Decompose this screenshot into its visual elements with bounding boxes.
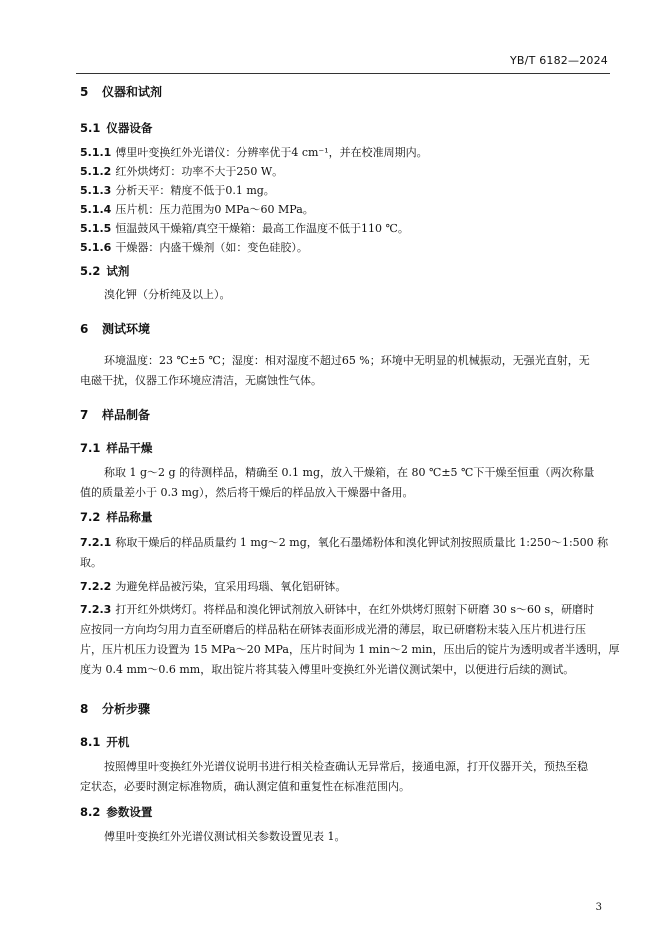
item-text: 恒温鼓风干燥箱/真空干燥箱：最高工作温度不低于110 ℃。 [115, 222, 409, 235]
section-7-heading [80, 406, 150, 423]
item-number: 7.2.3 [80, 603, 112, 616]
subsection-title: 仪器设备 [106, 121, 153, 135]
header-rule [76, 73, 610, 74]
subsection-number: 5.1 [80, 121, 101, 135]
item-7-2-3-line-3: 片，压片机压力设置为 15 MPa～20 MPa，压片时间为 1 min～2 min，压出后的锭片为透明或者半透明，厚 [80, 643, 620, 656]
item-7-2-1-line-1 [80, 534, 608, 550]
item-7-2-3-line-4: 度为 0.4 mm～0.6 mm，取出锭片将其装入傅里叶变换红外光谱仪测试架中，以便进行后续的测试。 [80, 663, 575, 676]
subsection-number: 7.2 [80, 510, 101, 524]
section-number: 5 [80, 85, 89, 99]
startup-line-2: 定状态，必要时测定标准物质，确认测定值和重复性在标准范围内。 [80, 780, 410, 793]
item-text: 压片机：压力范围为0 MPa～60 MPa。 [115, 203, 314, 216]
item-number: 5.1.1 [80, 146, 112, 159]
subsection-number: 8.2 [80, 805, 101, 819]
section-7-2-heading [80, 509, 152, 525]
item-7-2-3-line-1 [80, 601, 594, 617]
section-6-heading [80, 320, 150, 337]
page-number: 3 [595, 902, 602, 913]
section-title: 样品制备 [102, 408, 151, 422]
item-7-2-2 [80, 578, 346, 594]
item-number: 5.1.2 [80, 165, 112, 178]
item-5-1-3 [80, 182, 275, 198]
subsection-title: 开机 [106, 735, 130, 749]
item-number: 5.1.6 [80, 241, 112, 254]
section-8-heading [80, 700, 150, 717]
subsection-number: 5.2 [80, 264, 101, 278]
item-text: 傅里叶变换红外光谱仪：分辨率优于4 cm⁻¹，并在校准周期内。 [115, 146, 428, 159]
section-title: 测试环境 [102, 322, 151, 336]
item-5-1-4 [80, 201, 314, 217]
subsection-title: 样品干燥 [106, 441, 153, 455]
environment-line-2: 电磁干扰，仪器工作环境应清洁，无腐蚀性气体。 [80, 374, 322, 387]
section-7-1-heading [80, 440, 152, 456]
section-5-2-heading [80, 263, 129, 279]
item-text: 称取干燥后的样品质量约 1 mg～2 mg，氧化石墨烯粉体和溴化钾试剂按照质量比 1:250～1:500 称 [115, 536, 609, 549]
item-number: 5.1.4 [80, 203, 112, 216]
item-5-1-6 [80, 239, 308, 255]
subsection-title: 参数设置 [106, 805, 153, 819]
parameter-text: 傅里叶变换红外光谱仪测试相关参数设置见表 1。 [104, 830, 346, 843]
subsection-title: 试剂 [106, 264, 130, 278]
item-5-1-2 [80, 163, 283, 179]
standard-number: YB/T 6182—2024 [510, 54, 608, 67]
subsection-number: 7.1 [80, 441, 101, 455]
item-text: 红外烘烤灯：功率不大于250 W。 [115, 165, 284, 178]
section-number: 8 [80, 702, 89, 716]
section-number: 6 [80, 322, 89, 336]
item-7-2-3-line-2: 应按同一方向均匀用力直至研磨后的样品粘在研钵表面形成光滑的薄层，取已研磨粉末装入压片机进行压 [80, 623, 586, 636]
drying-line-1: 称取 1 g～2 g 的待测样品，精确至 0.1 mg，放入干燥箱，在 80 ℃±5 ℃下干燥至恒重（两次称量 [104, 466, 595, 479]
section-title: 仪器和试剂 [102, 85, 163, 99]
section-8-1-heading [80, 734, 129, 750]
section-number: 7 [80, 408, 89, 422]
item-text: 分析天平：精度不低于0.1 mg。 [115, 184, 275, 197]
item-text: 为避免样品被污染，宜采用玛瑙、氧化铝研钵。 [115, 580, 347, 593]
subsection-title: 样品称量 [106, 510, 153, 524]
item-text: 干燥器：内盛干燥剂（如：变色硅胶）。 [115, 241, 308, 254]
item-5-1-1 [80, 144, 428, 160]
item-number: 5.1.5 [80, 222, 112, 235]
item-5-1-5 [80, 220, 409, 236]
item-number: 5.1.3 [80, 184, 112, 197]
drying-line-2: 值的质量差小于 0.3 mg），然后将干燥后的样品放入干燥器中备用。 [80, 486, 414, 499]
item-number: 7.2.1 [80, 536, 112, 549]
section-5-1-heading [80, 120, 152, 136]
item-text: 打开红外烘烤灯。将样品和溴化钾试剂放入研钵中，在红外烘烤灯照射下研磨 30 s～60 s，研磨时 [115, 603, 595, 616]
section-8-2-heading [80, 804, 152, 820]
startup-line-1: 按照傅里叶变换红外光谱仪说明书进行相关检查确认无异常后，接通电源，打开仪器开关，预热至稳 [104, 760, 588, 773]
item-number: 7.2.2 [80, 580, 112, 593]
subsection-number: 8.1 [80, 735, 101, 749]
item-7-2-1-line-2: 取。 [80, 556, 102, 569]
section-title: 分析步骤 [102, 702, 151, 716]
environment-line-1: 环境温度：23 ℃±5 ℃；湿度：相对湿度不超过65 %；环境中无明显的机械振动，无强光直射，无 [104, 354, 590, 367]
reagent-text: 溴化钾（分析纯及以上）。 [104, 288, 231, 301]
section-5-heading [80, 83, 162, 100]
